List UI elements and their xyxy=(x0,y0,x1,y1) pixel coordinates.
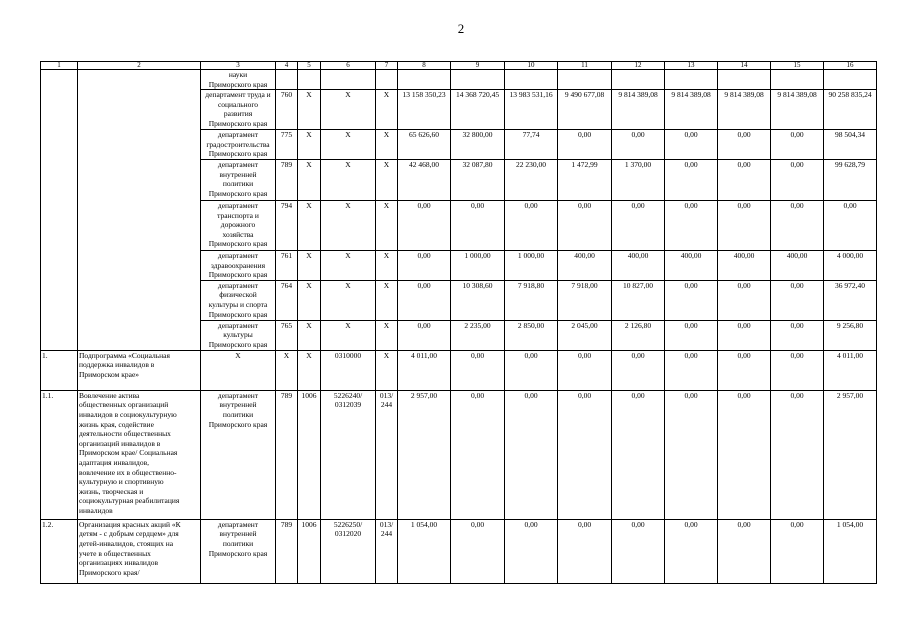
amount-col-9-cell: 1 000,00 xyxy=(451,250,505,280)
amount-col-12-cell: 0,00 xyxy=(612,519,665,583)
code-col-7-cell: 013/ 244 xyxy=(376,519,398,583)
amount-col-15-cell: 0,00 xyxy=(771,280,824,320)
code-col-6-cell xyxy=(321,70,376,90)
column-number-11: 11 xyxy=(558,62,612,70)
amount-col-15-cell: 9 814 389,08 xyxy=(771,90,824,130)
amount-col-15-cell: 0,00 xyxy=(771,159,824,200)
column-number-15: 15 xyxy=(771,62,824,70)
department-row xyxy=(41,70,877,90)
amount-col-13-cell: 0,00 xyxy=(665,390,718,519)
amount-col-11-cell: 7 918,00 xyxy=(558,280,612,320)
column-number-3: 3 xyxy=(201,62,276,70)
code-col-6-cell: Х xyxy=(321,250,376,280)
amount-col-13-cell: 9 814 389,08 xyxy=(665,90,718,130)
amount-col-8-cell: 13 158 350,23 xyxy=(398,90,451,130)
amount-col-15-cell: 0,00 xyxy=(771,390,824,519)
amount-col-11-cell: 0,00 xyxy=(558,519,612,583)
row-number-cell: 1.1. xyxy=(41,390,78,519)
amount-col-13-cell: 0,00 xyxy=(665,200,718,250)
amount-col-14-cell: 0,00 xyxy=(718,130,771,160)
code-col-7-cell: Х xyxy=(376,130,398,160)
amount-col-8-cell: 2 957,00 xyxy=(398,390,451,519)
amount-col-9-cell: 0,00 xyxy=(451,519,505,583)
column-number-1: 1 xyxy=(41,62,78,70)
amount-col-12-cell: 2 126,80 xyxy=(612,320,665,350)
amount-col-9-cell: 0,00 xyxy=(451,350,505,390)
code-col-5-cell: Х xyxy=(298,90,321,130)
total-col-16-cell: 98 504,34 xyxy=(824,130,877,160)
code-col-4-cell xyxy=(276,70,298,90)
amount-col-14-cell: 0,00 xyxy=(718,519,771,583)
amount-col-9-cell: 2 235,00 xyxy=(451,320,505,350)
responsible-executor-cell: науки Приморского края xyxy=(201,70,276,90)
row-number-cell: 1. xyxy=(41,350,78,390)
responsible-executor-cell: департамент физической культуры и спорта Приморского края xyxy=(201,280,276,320)
column-number-13: 13 xyxy=(665,62,718,70)
amount-col-11-cell: 0,00 xyxy=(558,350,612,390)
amount-col-8-cell: 0,00 xyxy=(398,320,451,350)
budget-table-body xyxy=(41,62,877,584)
amount-col-13-cell: 0,00 xyxy=(665,280,718,320)
column-number-8: 8 xyxy=(398,62,451,70)
amount-col-10-cell: 2 850,00 xyxy=(505,320,558,350)
code-col-6-cell: 5226250/ 0312020 xyxy=(321,519,376,583)
item-name-cell: Вовлечение актива общественных организаций инвалидов в социокультурную жизнь края, содействие деятельности общественных организаций инвалидов в Приморском крае/ Социальная адаптация инвалидов, вовлечение их в общественно- культурную и спортивную жизнь, творческая и социокультурная реабилитация инвалидов xyxy=(78,390,201,519)
total-col-16-cell xyxy=(824,70,877,90)
responsible-executor-cell: департамент градостроительства Приморского края xyxy=(201,130,276,160)
amount-col-12-cell: 0,00 xyxy=(612,390,665,519)
budget-table xyxy=(40,61,877,584)
code-col-6-cell: Х xyxy=(321,280,376,320)
amount-col-10-cell: 77,74 xyxy=(505,130,558,160)
amount-col-13-cell: 0,00 xyxy=(665,159,718,200)
column-number-row xyxy=(41,62,877,70)
code-col-5-cell: 1006 xyxy=(298,390,321,519)
code-col-4-cell: 775 xyxy=(276,130,298,160)
amount-col-10-cell: 0,00 xyxy=(505,519,558,583)
amount-col-14-cell: 9 814 389,08 xyxy=(718,90,771,130)
code-col-7-cell: Х xyxy=(376,280,398,320)
code-col-5-cell xyxy=(298,70,321,90)
responsible-executor-cell: департамент внутренней политики Приморского края xyxy=(201,519,276,583)
merged-name-cell xyxy=(78,70,201,351)
page-number: 2 xyxy=(457,21,465,36)
total-col-16-cell: 2 957,00 xyxy=(824,390,877,519)
code-col-7-cell: Х xyxy=(376,350,398,390)
responsible-executor-cell: Х xyxy=(201,350,276,390)
code-col-6-cell: 0310000 xyxy=(321,350,376,390)
amount-col-14-cell: 0,00 xyxy=(718,320,771,350)
amount-col-8-cell xyxy=(398,70,451,90)
amount-col-8-cell: 1 054,00 xyxy=(398,519,451,583)
amount-col-10-cell: 22 230,00 xyxy=(505,159,558,200)
code-col-5-cell: 1006 xyxy=(298,519,321,583)
amount-col-10-cell: 0,00 xyxy=(505,350,558,390)
total-col-16-cell: 4 000,00 xyxy=(824,250,877,280)
code-col-6-cell: Х xyxy=(321,159,376,200)
amount-col-8-cell: 4 011,00 xyxy=(398,350,451,390)
program-row xyxy=(41,519,877,583)
amount-col-12-cell: 10 827,00 xyxy=(612,280,665,320)
amount-col-15-cell: 0,00 xyxy=(771,130,824,160)
column-number-2: 2 xyxy=(78,62,201,70)
amount-col-11-cell: 0,00 xyxy=(558,390,612,519)
amount-col-15-cell: 0,00 xyxy=(771,320,824,350)
amount-col-9-cell xyxy=(451,70,505,90)
code-col-7-cell: 013/ 244 xyxy=(376,390,398,519)
amount-col-13-cell xyxy=(665,70,718,90)
amount-col-11-cell: 400,00 xyxy=(558,250,612,280)
code-col-6-cell: Х xyxy=(321,320,376,350)
amount-col-14-cell: 0,00 xyxy=(718,280,771,320)
amount-col-11-cell: 0,00 xyxy=(558,130,612,160)
code-col-4-cell: 789 xyxy=(276,390,298,519)
amount-col-11-cell xyxy=(558,70,612,90)
code-col-4-cell: 789 xyxy=(276,519,298,583)
amount-col-9-cell: 14 368 720,45 xyxy=(451,90,505,130)
amount-col-9-cell: 10 308,60 xyxy=(451,280,505,320)
amount-col-13-cell: 400,00 xyxy=(665,250,718,280)
column-number-12: 12 xyxy=(612,62,665,70)
code-col-6-cell: 5226240/ 0312039 xyxy=(321,390,376,519)
amount-col-10-cell: 7 918,80 xyxy=(505,280,558,320)
amount-col-12-cell: 0,00 xyxy=(612,200,665,250)
responsible-executor-cell: департамент внутренней политики Приморского края xyxy=(201,159,276,200)
code-col-6-cell: Х xyxy=(321,200,376,250)
code-col-4-cell: 765 xyxy=(276,320,298,350)
amount-col-11-cell: 9 490 677,08 xyxy=(558,90,612,130)
amount-col-14-cell: 400,00 xyxy=(718,250,771,280)
code-col-7-cell xyxy=(376,70,398,90)
column-number-7: 7 xyxy=(376,62,398,70)
code-col-7-cell: Х xyxy=(376,159,398,200)
code-col-5-cell: Х xyxy=(298,250,321,280)
total-col-16-cell: 1 054,00 xyxy=(824,519,877,583)
column-number-9: 9 xyxy=(451,62,505,70)
amount-col-15-cell: 0,00 xyxy=(771,350,824,390)
amount-col-10-cell: 0,00 xyxy=(505,200,558,250)
column-number-6: 6 xyxy=(321,62,376,70)
amount-col-9-cell: 0,00 xyxy=(451,200,505,250)
amount-col-9-cell: 32 800,00 xyxy=(451,130,505,160)
merged-number-cell xyxy=(41,70,78,351)
code-col-4-cell: 761 xyxy=(276,250,298,280)
total-col-16-cell: 36 972,40 xyxy=(824,280,877,320)
amount-col-12-cell: 1 370,00 xyxy=(612,159,665,200)
amount-col-14-cell xyxy=(718,70,771,90)
amount-col-15-cell: 400,00 xyxy=(771,250,824,280)
amount-col-10-cell: 13 983 531,16 xyxy=(505,90,558,130)
column-number-5: 5 xyxy=(298,62,321,70)
responsible-executor-cell: департамент культуры Приморского края xyxy=(201,320,276,350)
amount-col-11-cell: 2 045,00 xyxy=(558,320,612,350)
code-col-7-cell: Х xyxy=(376,250,398,280)
amount-col-8-cell: 0,00 xyxy=(398,200,451,250)
code-col-4-cell: 764 xyxy=(276,280,298,320)
amount-col-12-cell: 0,00 xyxy=(612,130,665,160)
program-row xyxy=(41,350,877,390)
responsible-executor-cell: департамент транспорта и дорожного хозяйства Приморского края xyxy=(201,200,276,250)
code-col-4-cell: 760 xyxy=(276,90,298,130)
responsible-executor-cell: департамент здравоохранения Приморского края xyxy=(201,250,276,280)
code-col-6-cell: Х xyxy=(321,90,376,130)
code-col-5-cell: Х xyxy=(298,130,321,160)
code-col-5-cell: Х xyxy=(298,280,321,320)
amount-col-12-cell: 9 814 389,08 xyxy=(612,90,665,130)
item-name-cell: Подпрограмма «Социальная поддержка инвалидов в Приморском крае» xyxy=(78,350,201,390)
code-col-4-cell: 794 xyxy=(276,200,298,250)
amount-col-15-cell: 0,00 xyxy=(771,200,824,250)
amount-col-13-cell: 0,00 xyxy=(665,519,718,583)
amount-col-8-cell: 0,00 xyxy=(398,280,451,320)
amount-col-10-cell: 1 000,00 xyxy=(505,250,558,280)
amount-col-13-cell: 0,00 xyxy=(665,320,718,350)
amount-col-8-cell: 42 468,00 xyxy=(398,159,451,200)
code-col-4-cell: 789 xyxy=(276,159,298,200)
amount-col-8-cell: 0,00 xyxy=(398,250,451,280)
amount-col-12-cell: 400,00 xyxy=(612,250,665,280)
amount-col-10-cell xyxy=(505,70,558,90)
amount-col-14-cell: 0,00 xyxy=(718,390,771,519)
total-col-16-cell: 0,00 xyxy=(824,200,877,250)
amount-col-9-cell: 0,00 xyxy=(451,390,505,519)
code-col-5-cell: Х xyxy=(298,320,321,350)
amount-col-12-cell xyxy=(612,70,665,90)
amount-col-15-cell xyxy=(771,70,824,90)
code-col-4-cell: Х xyxy=(276,350,298,390)
program-row xyxy=(41,390,877,519)
code-col-5-cell: Х xyxy=(298,350,321,390)
code-col-7-cell: Х xyxy=(376,200,398,250)
amount-col-15-cell: 0,00 xyxy=(771,519,824,583)
amount-col-14-cell: 0,00 xyxy=(718,159,771,200)
amount-col-11-cell: 0,00 xyxy=(558,200,612,250)
responsible-executor-cell: департамент внутренней политики Приморского края xyxy=(201,390,276,519)
code-col-5-cell: Х xyxy=(298,200,321,250)
column-number-4: 4 xyxy=(276,62,298,70)
column-number-14: 14 xyxy=(718,62,771,70)
amount-col-13-cell: 0,00 xyxy=(665,130,718,160)
amount-col-12-cell: 0,00 xyxy=(612,350,665,390)
amount-col-9-cell: 32 087,80 xyxy=(451,159,505,200)
code-col-5-cell: Х xyxy=(298,159,321,200)
code-col-6-cell: Х xyxy=(321,130,376,160)
item-name-cell: Организация красных акций «К детям - с добрым сердцем» для детей-инвалидов, стоящих на учете в общественных организациях инвалидов Приморского края/ xyxy=(78,519,201,583)
row-number-cell: 1.2. xyxy=(41,519,78,583)
responsible-executor-cell: департамент труда и социального развития Приморского края xyxy=(201,90,276,130)
column-number-16: 16 xyxy=(824,62,877,70)
total-col-16-cell: 99 628,79 xyxy=(824,159,877,200)
code-col-7-cell: Х xyxy=(376,90,398,130)
amount-col-14-cell: 0,00 xyxy=(718,350,771,390)
total-col-16-cell: 4 011,00 xyxy=(824,350,877,390)
code-col-7-cell: Х xyxy=(376,320,398,350)
amount-col-14-cell: 0,00 xyxy=(718,200,771,250)
amount-col-8-cell: 65 626,60 xyxy=(398,130,451,160)
total-col-16-cell: 90 258 835,24 xyxy=(824,90,877,130)
amount-col-10-cell: 0,00 xyxy=(505,390,558,519)
amount-col-13-cell: 0,00 xyxy=(665,350,718,390)
total-col-16-cell: 9 256,80 xyxy=(824,320,877,350)
column-number-10: 10 xyxy=(505,62,558,70)
amount-col-11-cell: 1 472,99 xyxy=(558,159,612,200)
